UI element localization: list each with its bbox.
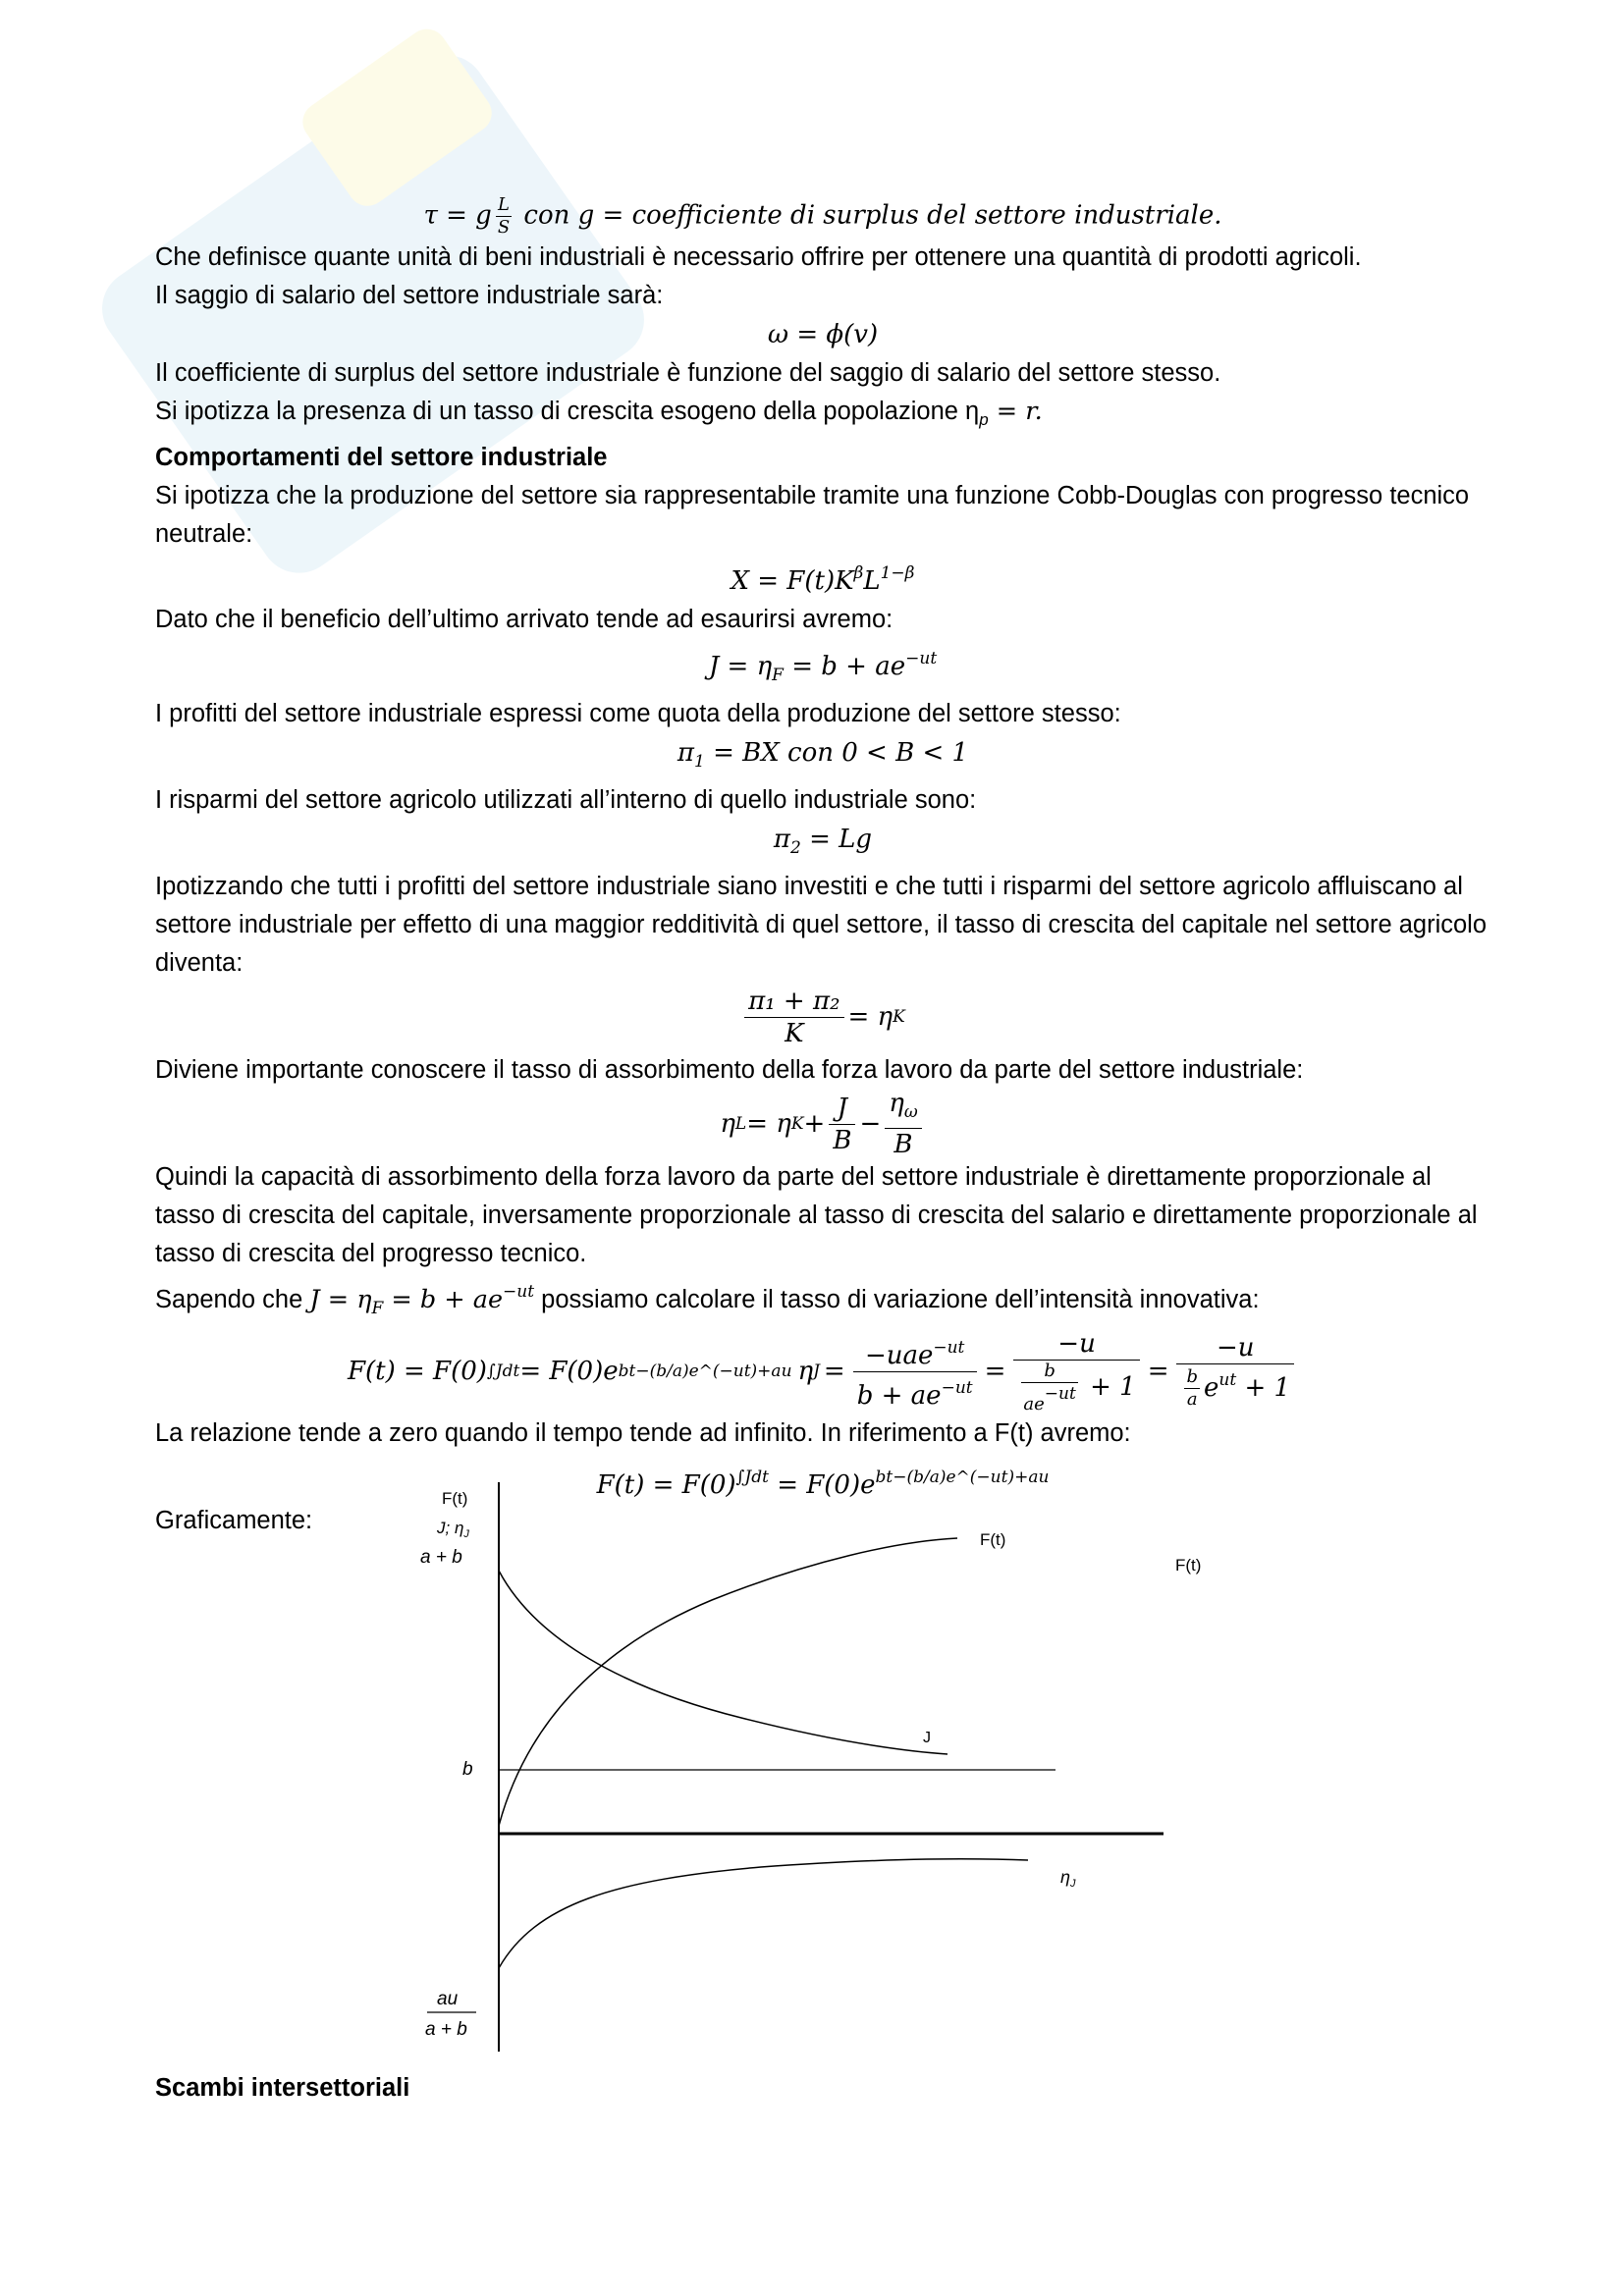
text-line: Si ipotizza la presenza di un tasso di crescita esogeno della popolazione $\eta_p = r$. [155,397,1043,429]
text-paragraph: Ipotizzando che tutti i profitti del settore industriale siano investiti e che tutti i risparmi del settore agricolo affluiscano al settore industriale per effetto di una maggior redditività di quel settore, il tasso di crescita del capitale nel settore agricolo diventa: [155,873,1488,977]
equation-pi1: $\pi_1$ = BX con 0 < B < 1 [677,738,969,772]
equation-omega: ω = ϕ(v) [767,320,879,349]
text-line: La relazione tende a zero quando il tempo tende ad infinito. In riferimento a F(t) avremo: [155,1419,1131,1447]
text-line: Graficamente: [155,1507,313,1534]
section-heading: Scambi intersettoriali [155,2074,410,2102]
text-paragraph: Si ipotizza che la produzione del settore sia rappresentabile tramite una funzione Cobb-Douglas con progresso tecnico neutrale: [155,482,1470,548]
label-ft-axis: F(t) [442,1489,468,1508]
text-line: Che definisce quante unità di beni industriali è necessario offrire per ottenere una quantità di prodotti agricoli. [155,243,1362,271]
text-line: Il coefficiente di surplus del settore industriale è funzione del saggio di salario del settore stesso. [155,359,1221,387]
label-a-plus-b-den: a + b [425,2019,467,2040]
equation-ft: $F(t) = F(0)^{\int Jdt} = F(0)e^{bt-(b/a)e\^{}(-ut)+au}$ [596,1468,1050,1500]
label-curve-ft: F(t) [980,1530,1006,1549]
text-line: I profitti del settore industriale espressi come quota della produzione del settore stesso: [155,700,1121,727]
label-b: b [462,1759,473,1780]
text-line: Diviene importante conoscere il tasso di assorbimento della forza lavoro da parte del settore industriale: [155,1056,1304,1084]
label-a-plus-b: a + b [420,1547,462,1568]
equation-j: $J = \eta_F = b + ae^{-ut}$ [708,649,938,685]
text-paragraph: Quindi la capacità di assorbimento della forza lavoro da parte del settore industriale è direttamente proporzionale al tasso di crescita del capitale, inversamente proporzionale al tasso di crescita del salario e direttamente proporzionale al tasso di crescita del progresso tecnico. [155,1163,1478,1267]
graph-ft-j-eta [388,1482,1272,2061]
eta-j-curve [499,1859,1028,1968]
equation-cobb-douglas: $X = F(t)K^\beta L^{1-\beta}$ [731,563,915,596]
equation-eta-l: η L = η K + $\frac{J}{B}$ − $\frac{\eta_\omega}{B}$ [155,1090,1490,1158]
equation-tau: τ = g $\frac{L}{S}$ con g = coefficiente di surplus del settore industriale. [423,194,1222,238]
ft-curve [499,1538,957,1826]
text-line: Dato che il beneficio dell’ultimo arrivato tende ad esaurirsi avremo: [155,606,893,633]
equation-eta-k: $\frac{\text{π₁ + π₂}}{K}$ = η K [155,983,1490,1051]
label-au: au [437,1989,459,2009]
text-line: Sapendo che $J = \eta_F = b + ae^{-ut}$ possiamo calcolare il tasso di variazione dell’intensità innovativa: [155,1282,1260,1318]
main-content [155,194,1490,1540]
label-curve-ft-outside: F(t) [1175,1556,1202,1575]
j-curve [499,1571,947,1754]
equation-pi2: $\pi_2 = Lg$ [773,825,873,858]
label-curve-eta: $\eta_J$ [1060,1867,1076,1890]
equation-ft-eta-j: F(t) = F(0) ∫Jdt = F(0)e bt−(b/a)e^(−ut)+au η J = $\frac{-uae^{-ut}}{b + ae^{-ut}}$ = −u $\frac{b}{ae-ut}$ + 1 = −u $\frac{b}{a}$ $e^{ut} + 1$ [155,1328,1490,1415]
text-line: I risparmi del settore agricolo utilizzati all’interno di quello industriale sono: [155,786,977,814]
label-curve-j: J [923,1730,931,1746]
text-line: Il saggio di salario del settore industriale sarà: [155,282,664,309]
label-j-eta: J; $\eta_J$ [437,1519,469,1540]
section-heading: Comportamenti del settore industriale [155,444,608,471]
